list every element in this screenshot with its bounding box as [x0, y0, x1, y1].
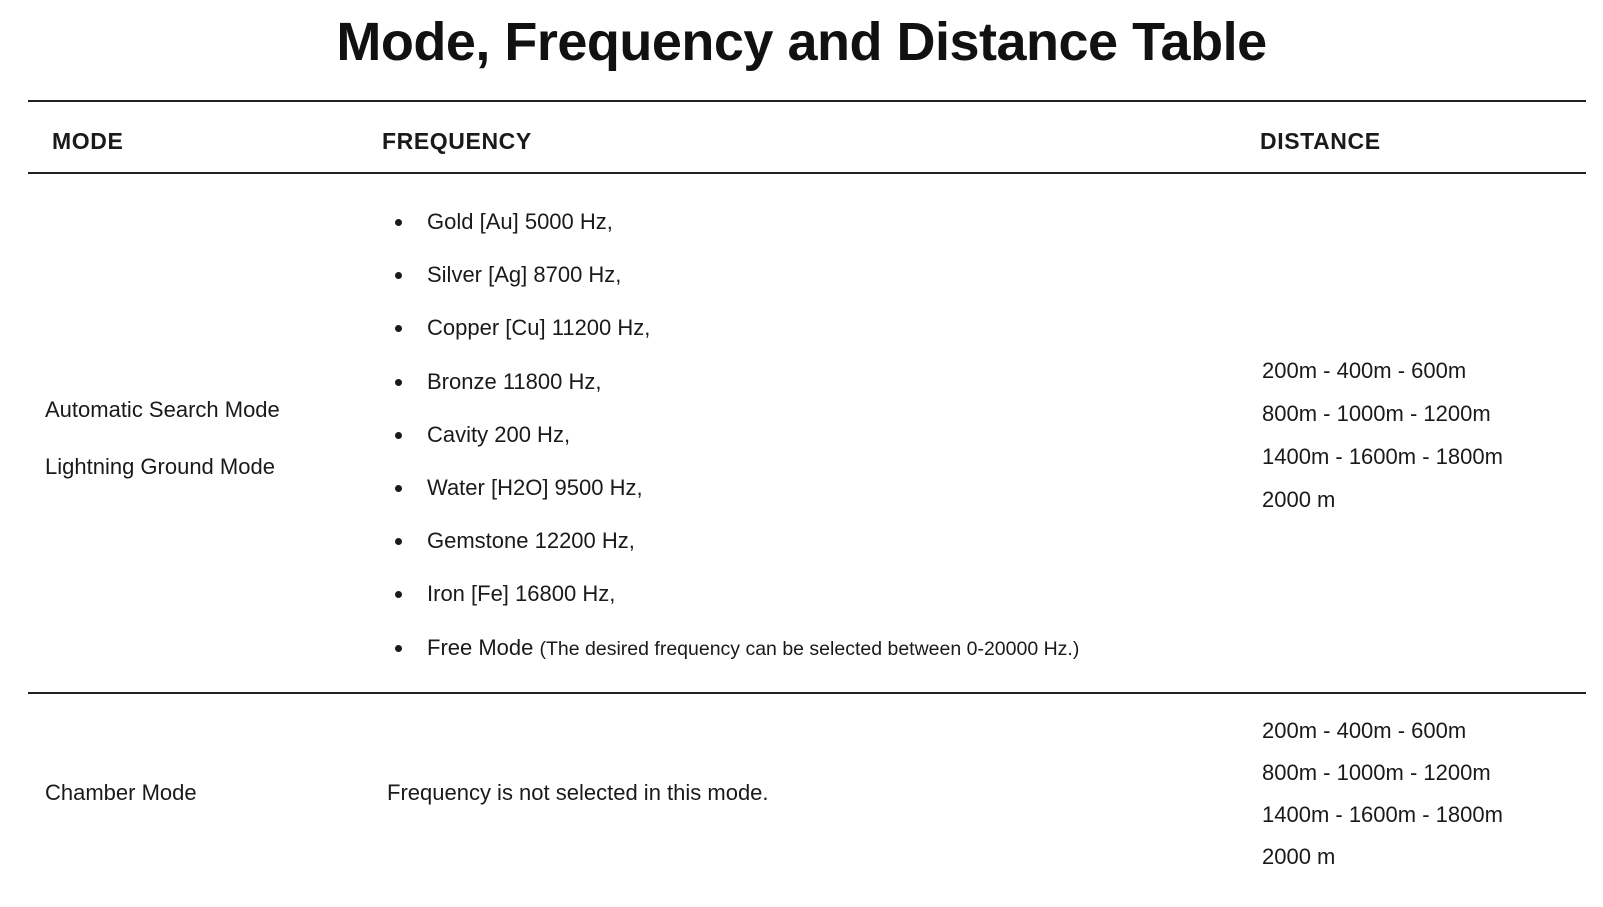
bullet-icon: [395, 272, 402, 279]
frequency-label: Water [H2O] 9500 Hz,: [427, 474, 643, 500]
bullet-icon: [395, 485, 402, 492]
distance-value: 1400m - 1600m - 1800m: [1262, 444, 1503, 469]
distance-value: 2000 m: [1262, 487, 1336, 512]
distance-value: 800m - 1000m - 1200m: [1262, 401, 1491, 426]
distance-value: 200m - 400m - 600m: [1262, 718, 1467, 743]
bullet-icon: [395, 432, 402, 439]
distance-value: 800m - 1000m - 1200m: [1262, 760, 1491, 785]
distance-list: [1262, 717, 1503, 885]
mode-label: Lightning Ground Mode: [45, 454, 275, 479]
header-mode: MODE: [52, 128, 124, 154]
distance-list: [1262, 357, 1503, 529]
list-item: [390, 368, 1079, 421]
frequency-label: Gold [Au] 5000 Hz,: [427, 209, 613, 234]
list-item: [390, 421, 1079, 474]
header-bottom-rule: [28, 172, 1586, 174]
frequency-label: Bronze 11800 Hz,: [427, 368, 602, 394]
page-title: Mode, Frequency and Distance Table: [336, 12, 1267, 72]
mode-label: Automatic Search Mode: [45, 397, 280, 422]
table-top-rule: [28, 100, 1586, 102]
list-item: [390, 314, 1079, 367]
list-item: [390, 474, 1079, 527]
bullet-icon: [395, 645, 402, 652]
frequency-list: [390, 208, 1079, 687]
bullet-icon: [395, 538, 402, 545]
bullet-icon: [395, 219, 402, 226]
row-divider: [28, 692, 1586, 694]
list-item: [390, 261, 1079, 314]
list-item: [390, 208, 1079, 261]
frequency-label: Gemstone 12200 Hz,: [427, 528, 635, 554]
mode-label: Chamber Mode: [45, 780, 197, 805]
distance-value: 200m - 400m - 600m: [1262, 358, 1467, 383]
bullet-icon: [395, 325, 402, 332]
list-item: [390, 634, 1079, 687]
list-item: [390, 580, 1079, 633]
bullet-icon: [395, 379, 402, 386]
header-distance: DISTANCE: [1260, 128, 1381, 154]
frequency-note: (The desired frequency can be selected between 0-20000 Hz.): [539, 637, 1080, 660]
bullet-icon: [395, 591, 402, 598]
distance-value: 1400m - 1600m - 1800m: [1262, 802, 1503, 827]
frequency-label: Free Mode: [427, 634, 534, 660]
frequency-label: Iron [Fe] 16800 Hz,: [427, 581, 616, 607]
frequency-label: Silver [Ag] 8700 Hz,: [427, 262, 622, 288]
distance-value: 2000 m: [1262, 844, 1336, 869]
frequency-label: Copper [Cu] 11200 Hz,: [427, 315, 651, 341]
frequency-text: Frequency is not selected in this mode.: [387, 780, 769, 805]
frequency-label: Cavity 200 Hz,: [427, 421, 571, 447]
list-item: [390, 527, 1079, 580]
header-frequency: FREQUENCY: [382, 128, 532, 154]
